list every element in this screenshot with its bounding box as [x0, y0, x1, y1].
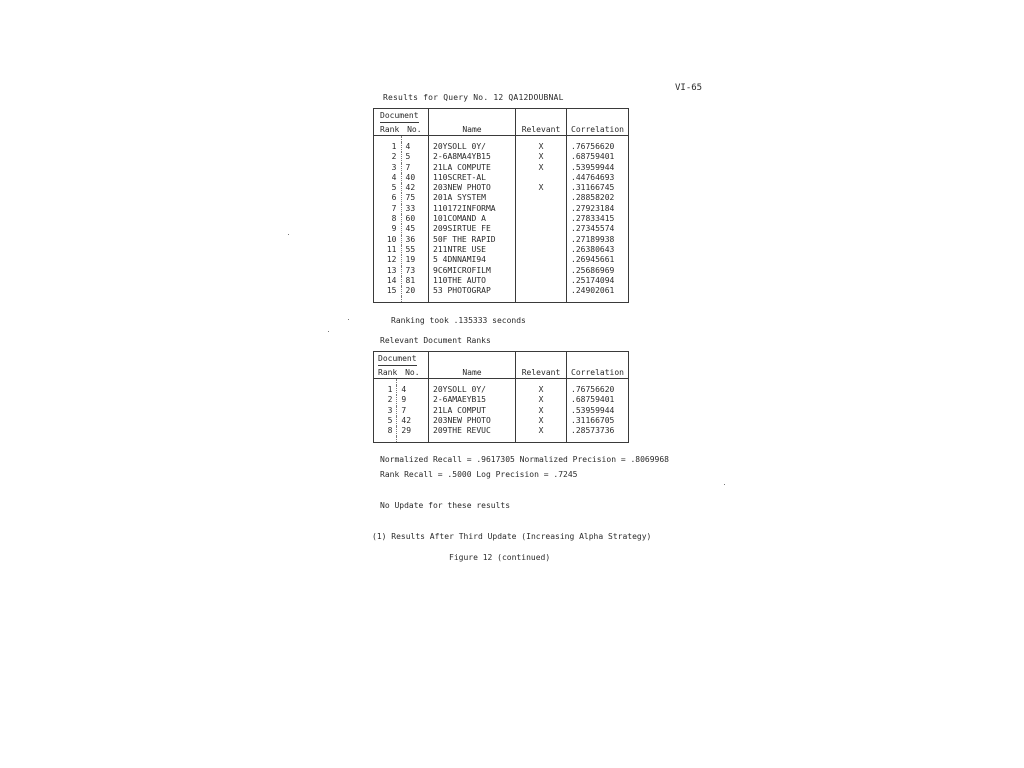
table-row [374, 255, 629, 265]
results-table-header [374, 109, 629, 136]
relevant-cell: X [516, 183, 567, 193]
relevant-cell: X [516, 406, 567, 416]
name-header: Name [429, 109, 516, 136]
document-group-label: Document [380, 111, 419, 122]
table-row [374, 142, 629, 152]
correlation-cell: .26945661 [567, 255, 629, 265]
rank-cell: 7 [391, 203, 397, 213]
doc-number-cell: 81 [401, 276, 429, 286]
table-row [374, 286, 629, 296]
table-row [374, 276, 629, 286]
doc-number-cell: 19 [401, 255, 429, 265]
doc-number-cell: 73 [401, 266, 429, 276]
table-row [374, 152, 629, 162]
doc-number-cell: 42 [401, 183, 429, 193]
relevant-cell [516, 245, 567, 255]
table-row [374, 385, 629, 395]
relevant-cell: X [516, 163, 567, 173]
document-group-label: Document [378, 354, 417, 365]
correlation-header: Correlation [567, 109, 629, 136]
relevant-ranks-title: Relevant Document Ranks [380, 336, 491, 345]
correlation-cell: .68759401 [567, 152, 629, 162]
doc-name-cell: 110172INFORMA [429, 204, 516, 214]
rank-cell: 9 [391, 224, 397, 234]
relevant-cell: X [516, 152, 567, 162]
doc-number-cell: 9 [397, 395, 429, 405]
correlation-cell: .26380643 [567, 245, 629, 255]
correlation-cell: .53959944 [567, 163, 629, 173]
relevant-cell [516, 235, 567, 245]
rank-cell: 6 [391, 193, 397, 203]
doc-name-cell: 20YSOLL 0Y/ [429, 142, 516, 152]
doc-name-cell: 110SCRET-AL [429, 173, 516, 183]
correlation-cell: .68759401 [567, 395, 629, 405]
doc-name-cell: 2-6A8MA4YB15 [429, 152, 516, 162]
relevant-cell: X [516, 142, 567, 152]
rank-cell: 1 [387, 385, 393, 394]
table-row [374, 224, 629, 234]
doc-name-cell: 21LA COMPUT [429, 406, 516, 416]
doc-name-cell: 9C6MICROFILM [429, 266, 516, 276]
doc-number-cell: 20 [401, 286, 429, 296]
table-row [374, 395, 629, 405]
rank-cell: 8 [391, 214, 397, 224]
correlation-cell: .31166705 [567, 416, 629, 426]
table-row [374, 266, 629, 276]
doc-number-cell: 4 [397, 385, 429, 395]
doc-number-cell: 36 [401, 235, 429, 245]
rank-cell: 3 [387, 405, 393, 415]
correlation-cell: .27833415 [567, 214, 629, 224]
rank-cell: 2 [391, 152, 397, 162]
table-row [374, 193, 629, 203]
doc-number-cell: 60 [401, 214, 429, 224]
doc-number-cell: 45 [401, 224, 429, 234]
doc-name-cell: 209SIRTUE FE [429, 224, 516, 234]
table-row [374, 163, 629, 173]
table-row [374, 235, 629, 245]
rank-cell: 3 [391, 162, 397, 172]
relevant-table-body [374, 379, 629, 443]
doc-number-cell: 42 [397, 416, 429, 426]
rank-cell: 11 [386, 244, 397, 254]
table-row [374, 214, 629, 224]
figure-caption: Figure 12 (continued) [449, 553, 551, 562]
doc-number-cell: 4 [401, 142, 429, 152]
name-header: Name [429, 352, 516, 379]
doc-name-cell: 50F THE RAPID [429, 235, 516, 245]
table-row [374, 406, 629, 416]
page-number: VI-65 [675, 83, 703, 93]
relevant-cell [516, 276, 567, 286]
doc-name-cell: 203NEW PHOTO [429, 416, 516, 426]
rank-cell: 10 [386, 234, 397, 244]
relevant-cell [516, 173, 567, 183]
correlation-cell: .31166745 [567, 183, 629, 193]
correlation-cell: .25174094 [567, 276, 629, 286]
rank-cell: 1 [391, 142, 397, 151]
table-row [374, 426, 629, 436]
table-row [374, 204, 629, 214]
doc-number-cell: 7 [397, 406, 429, 416]
rank-log-metrics: Rank Recall = .5000 Log Precision = .7245 [380, 470, 578, 479]
results-table [373, 108, 629, 303]
rank-header: Rank [378, 367, 398, 377]
no-update-note: No Update for these results [380, 501, 511, 510]
relevant-cell: X [516, 385, 567, 395]
no-header: No. [407, 124, 422, 134]
relevant-cell [516, 255, 567, 265]
table-row [374, 416, 629, 426]
correlation-cell: .25686969 [567, 266, 629, 276]
relevant-cell [516, 266, 567, 276]
correlation-header: Correlation [567, 352, 629, 379]
doc-name-cell: 101COMAND A [429, 214, 516, 224]
doc-number-cell: 5 [401, 152, 429, 162]
correlation-cell: .27189938 [567, 235, 629, 245]
doc-name-cell: 209THE REVUC [429, 426, 516, 436]
relevant-header: Relevant [516, 352, 567, 379]
scan-speck [348, 319, 349, 320]
relevant-cell: X [516, 395, 567, 405]
scan-speck [724, 484, 725, 485]
doc-name-cell: 203NEW PHOTO [429, 183, 516, 193]
correlation-cell: .53959944 [567, 406, 629, 416]
relevant-cell [516, 224, 567, 234]
rank-cell: 4 [391, 172, 397, 182]
scan-speck [288, 234, 289, 235]
rank-cell: 12 [386, 255, 397, 265]
results-table-body [374, 136, 629, 303]
doc-name-cell: 20YSOLL 0Y/ [429, 385, 516, 395]
query-title: Results for Query No. 12 QA12DOUBNAL [383, 93, 564, 102]
rank-cell: 13 [386, 265, 397, 275]
correlation-cell: .28573736 [567, 426, 629, 436]
doc-number-cell: 29 [397, 426, 429, 436]
rank-cell: 5 [387, 415, 393, 425]
relevant-cell [516, 214, 567, 224]
table-row [374, 245, 629, 255]
doc-number-cell: 75 [401, 193, 429, 203]
doc-name-cell: 110THE AUTO [429, 276, 516, 286]
doc-name-cell: 21LA COMPUTE [429, 163, 516, 173]
rank-cell: 15 [386, 286, 397, 296]
doc-name-cell: 5 4DNNAMI94 [429, 255, 516, 265]
correlation-cell: .24902061 [567, 286, 629, 296]
rank-cell: 2 [387, 395, 393, 405]
relevant-ranks-table [373, 351, 629, 443]
relevant-table-header [374, 352, 629, 379]
relevant-header: Relevant [516, 109, 567, 136]
doc-number-cell: 33 [401, 204, 429, 214]
doc-number-cell: 40 [401, 173, 429, 183]
doc-number-cell: 55 [401, 245, 429, 255]
correlation-cell: .28858202 [567, 193, 629, 203]
correlation-cell: .76756620 [567, 142, 629, 152]
doc-number-cell: 7 [401, 163, 429, 173]
ranking-time: Ranking took .135333 seconds [391, 316, 526, 325]
no-header: No. [405, 367, 420, 377]
relevant-cell: X [516, 416, 567, 426]
correlation-cell: .44764693 [567, 173, 629, 183]
document-header-group [374, 109, 429, 136]
doc-name-cell: 53 PHOTOGRAP [429, 286, 516, 296]
table-row [374, 173, 629, 183]
rank-cell: 14 [386, 275, 397, 285]
correlation-cell: .76756620 [567, 385, 629, 395]
doc-name-cell: 201A SYSTEM [429, 193, 516, 203]
correlation-cell: .27923184 [567, 204, 629, 214]
rank-cell: 5 [391, 183, 397, 193]
update-strategy-note: (1) Results After Third Update (Increasing Alpha Strategy) [372, 532, 652, 541]
rank-header: Rank [380, 124, 400, 134]
rank-cell: 8 [387, 426, 393, 436]
normalized-metrics: Normalized Recall = .9617305 Normalized Precision = .8069968 [380, 455, 669, 464]
doc-name-cell: 211NTRE USE [429, 245, 516, 255]
document-header-group [374, 352, 429, 379]
doc-name-cell: 2-6AMAEYB15 [429, 395, 516, 405]
relevant-cell: X [516, 426, 567, 436]
relevant-cell [516, 286, 567, 296]
correlation-cell: .27345574 [567, 224, 629, 234]
relevant-cell [516, 193, 567, 203]
table-row [374, 183, 629, 193]
relevant-cell [516, 204, 567, 214]
scan-speck [328, 331, 329, 332]
